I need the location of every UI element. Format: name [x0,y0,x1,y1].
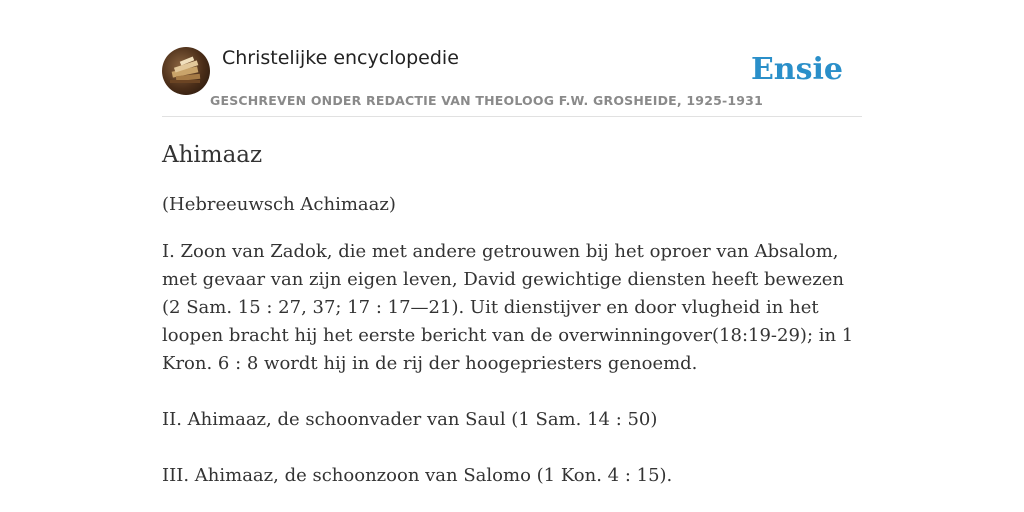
article [162,139,862,490]
article-title: Ahimaaz [162,142,263,168]
article-subtitle: (Hebreeuwsch Achimaaz) [162,194,396,215]
site-title[interactable]: Christelijke encyclopedie [222,47,459,69]
article-paragraph: I. Zoon van Zadok, die met andere getrouwen bij het oproer van Absalom, met gevaar van zijn eigen leven, David gewichtige diensten heeft bewezen (2 Sam. 15 : 27, 37; 17 : 17—21). Uit dienstijver en door vlugheid in het loopen bracht hij het eerste bericht van de overwinningover(18:19-29); in 1 Kron. 6 : 8 wordt hij in de rij der hoogepriesters genoemd. [162,241,854,374]
book-stack-icon[interactable] [162,47,210,95]
article-paragraph: III. Ahimaaz, de schoonzoon van Salomo (1 Kon. 4 : 15). [162,465,673,486]
site-header [162,46,862,117]
site-subtitle: GESCHREVEN ONDER REDACTIE VAN THEOLOOG F.W. GROSHEIDE, 1925-1931 [210,93,763,108]
ensie-logo-link[interactable]: Ensie [750,52,843,87]
article-paragraph: II. Ahimaaz, de schoonvader van Saul (1 Sam. 14 : 50) [162,409,658,430]
